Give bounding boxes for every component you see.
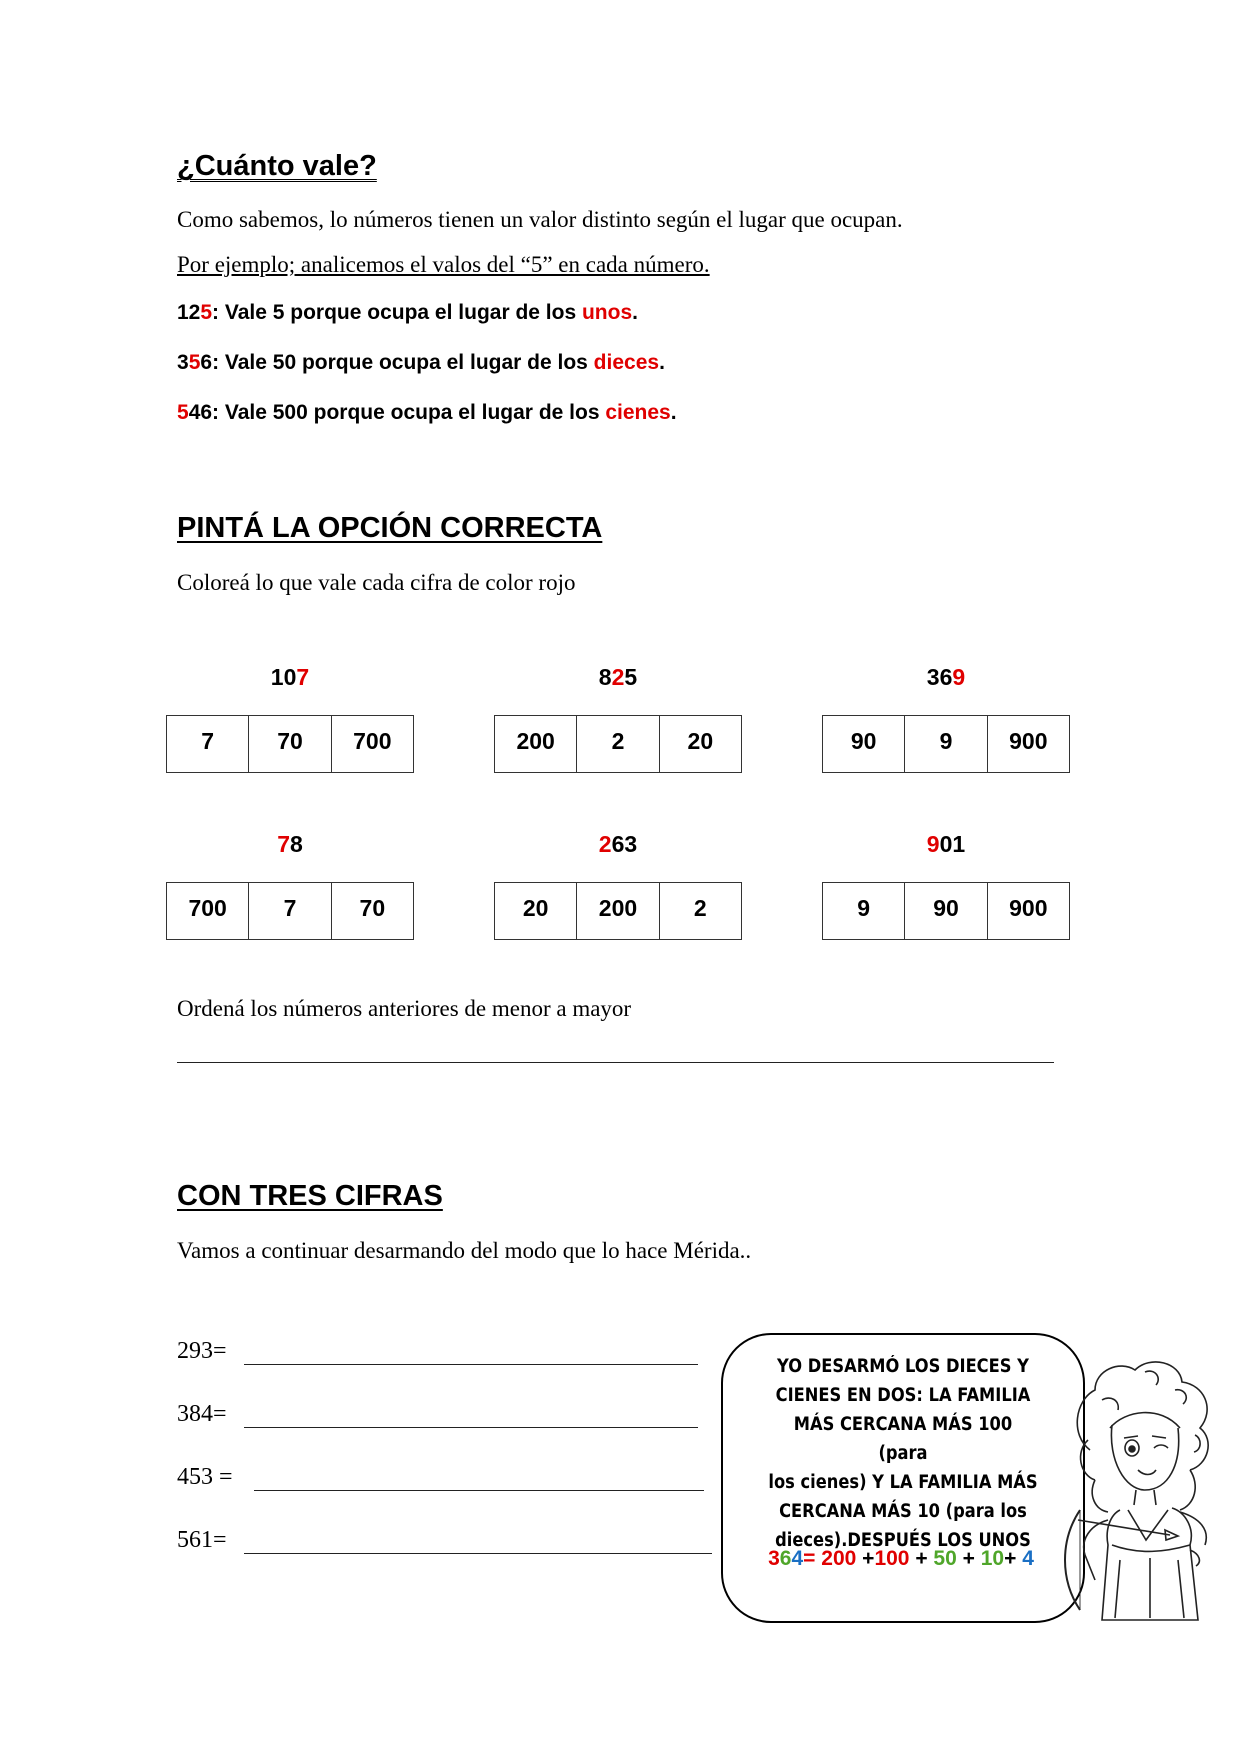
option-cell[interactable]: 700	[331, 716, 413, 773]
bubble-line: dieces).DESPUÉS LOS UNOS	[775, 1530, 1031, 1551]
eq-term-200: 200	[821, 1547, 857, 1570]
exercise-answer-line[interactable]	[254, 1490, 704, 1491]
number-pre: 36	[926, 664, 953, 690]
option-cell[interactable]: 900	[987, 716, 1069, 773]
example-place: dieces	[593, 351, 660, 374]
example-number-post: 46	[188, 401, 213, 424]
number-digit: 9	[952, 664, 966, 690]
option-cell[interactable]: 9	[823, 883, 905, 940]
option-cell[interactable]: 70	[249, 716, 331, 773]
target-number-1	[166, 664, 414, 691]
number-post: 8	[290, 831, 303, 857]
option-cell[interactable]: 200	[577, 883, 659, 940]
example-line-2	[177, 351, 665, 375]
eq-plus: +	[1004, 1547, 1023, 1570]
number-post: 63	[611, 831, 638, 857]
exercise-label: 384=	[177, 1401, 227, 1427]
example-end: .	[632, 301, 638, 324]
option-table-3	[822, 715, 1070, 773]
example-line-3	[177, 401, 677, 425]
option-cell[interactable]: 9	[905, 716, 987, 773]
intro-text: Como sabemos, lo números tienen un valor distinto según el lugar que ocupan.	[177, 207, 903, 232]
number-pre: 10	[270, 664, 297, 690]
example-number-post: 6	[200, 351, 213, 374]
option-table-6	[822, 882, 1070, 940]
option-table-2	[494, 715, 742, 773]
option-cell[interactable]: 90	[823, 716, 905, 773]
decomposition-equation	[721, 1547, 1081, 1571]
merida-illustration	[1050, 1340, 1230, 1640]
eq-plus: +	[956, 1547, 981, 1570]
section3-instruction: Vamos a continuar desarmando del modo que lo hace Mérida..	[177, 1238, 752, 1263]
target-number-3	[822, 664, 1070, 691]
option-table-5	[494, 882, 742, 940]
number-digit: 2	[611, 664, 625, 690]
example-text: : Vale 500 porque ocupa el lugar de los	[212, 401, 606, 424]
target-number-2	[494, 664, 742, 691]
bubble-line: MÁS CERCANA MÁS 100 (para	[793, 1414, 1013, 1464]
section-title-cuanto-vale: ¿Cuánto vale?	[177, 150, 377, 182]
example-number-digit: 5	[188, 351, 201, 374]
number-post: 5	[624, 664, 638, 690]
number-digit: 9	[926, 831, 940, 857]
example-end: .	[670, 401, 677, 424]
option-table-4	[166, 882, 414, 940]
eq-plus: +	[909, 1547, 934, 1570]
bubble-text	[768, 1352, 1037, 1555]
number-post: 01	[939, 831, 966, 857]
option-cell[interactable]: 2	[659, 883, 741, 940]
example-line-1	[177, 301, 638, 325]
option-cell[interactable]: 20	[659, 716, 741, 773]
number-digit: 7	[277, 831, 290, 857]
option-cell[interactable]: 900	[987, 883, 1069, 940]
number-pre: 8	[598, 664, 612, 690]
target-number-4	[166, 831, 414, 858]
bubble-line: los cienes) Y LA FAMILIA MÁS	[768, 1472, 1038, 1493]
eq-equals: =	[803, 1547, 822, 1570]
example-place: unos	[581, 301, 633, 324]
exercise-label: 453 =	[177, 1464, 233, 1490]
section-title-tres-cifras: CON TRES CIFRAS	[177, 1180, 443, 1212]
bubble-line: CERCANA MÁS 10 (para los	[779, 1501, 1027, 1522]
order-answer-line[interactable]	[177, 1062, 1054, 1063]
example-number-digit: 5	[200, 301, 213, 324]
example-place: cienes	[605, 401, 671, 424]
number-digit: 7	[296, 664, 310, 690]
option-cell[interactable]: 7	[167, 716, 249, 773]
order-instruction: Ordená los números anteriores de menor a mayor	[177, 996, 632, 1021]
option-cell[interactable]: 2	[577, 716, 659, 773]
example-number-pre: 12	[177, 301, 201, 324]
number-digit: 2	[598, 831, 612, 857]
eq-digit-hundreds: 3	[768, 1547, 780, 1570]
example-number-pre: 3	[177, 351, 189, 374]
eq-term-50: 50	[933, 1547, 957, 1570]
exercise-answer-line[interactable]	[244, 1427, 698, 1428]
option-cell[interactable]: 90	[905, 883, 987, 940]
example-number-digit: 5	[177, 401, 189, 424]
eq-term-10: 10	[980, 1547, 1005, 1570]
exercise-label: 561=	[177, 1527, 227, 1553]
section-title-pinta: PINTÁ LA OPCIÓN CORRECTA	[177, 512, 603, 544]
eq-term-4: 4	[1022, 1547, 1034, 1570]
target-number-6	[822, 831, 1070, 858]
option-table-1	[166, 715, 414, 773]
bubble-line: YO DESARMÓ LOS DIECES Y	[777, 1356, 1029, 1377]
example-intro: Por ejemplo; analicemos el valos del “5” en cada número.	[177, 252, 710, 277]
exercise-answer-line[interactable]	[244, 1553, 712, 1554]
example-text: : Vale 50 porque ocupa el lugar de los	[212, 351, 594, 374]
option-cell[interactable]: 200	[495, 716, 577, 773]
exercise-answer-line[interactable]	[244, 1364, 698, 1365]
exercise-label: 293=	[177, 1338, 227, 1364]
option-cell[interactable]: 700	[167, 883, 249, 940]
target-number-5	[494, 831, 742, 858]
eq-plus: +	[856, 1547, 875, 1570]
eq-digit-units: 4	[791, 1547, 804, 1570]
eq-digit-tens: 6	[779, 1547, 792, 1570]
option-cell[interactable]: 70	[331, 883, 413, 940]
bubble-line: CIENES EN DOS: LA FAMILIA	[775, 1385, 1031, 1406]
section2-instruction: Coloreá lo que vale cada cifra de color rojo	[177, 570, 576, 595]
option-cell[interactable]: 20	[495, 883, 577, 940]
example-text: : Vale 5 porque ocupa el lugar de los	[212, 301, 582, 324]
example-end: .	[659, 351, 665, 374]
eq-term-100: 100	[874, 1547, 910, 1570]
option-cell[interactable]: 7	[249, 883, 331, 940]
